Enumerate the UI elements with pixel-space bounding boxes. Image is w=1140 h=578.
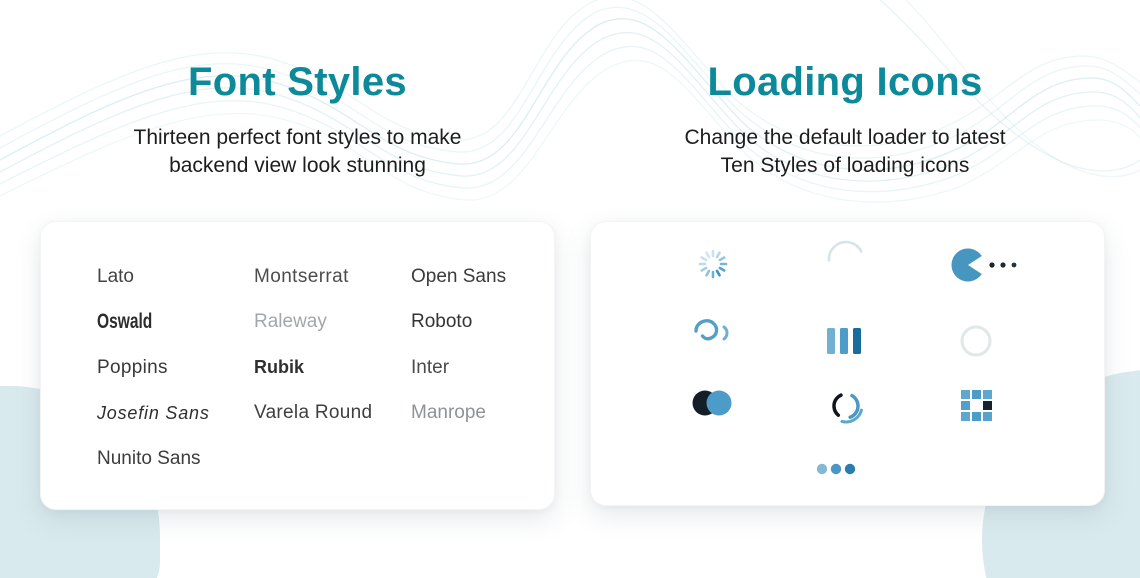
loading-icons-title: Loading Icons bbox=[707, 60, 983, 104]
font-sample-lato: Lato bbox=[97, 265, 134, 287]
overlapping-circles-loader-icon bbox=[689, 381, 737, 425]
pacman-loader-icon bbox=[950, 243, 1020, 287]
font-sample-manrope: Manrope bbox=[411, 402, 486, 424]
three-dots-loader-icon bbox=[816, 463, 856, 475]
font-sample-josefin-sans: Josefin Sans bbox=[97, 402, 210, 423]
tick-spinner-icon bbox=[691, 242, 735, 286]
font-grid bbox=[41, 222, 554, 482]
font-styles-title: Font Styles bbox=[188, 60, 407, 104]
font-sample-raleway: Raleway bbox=[254, 311, 327, 333]
font-styles-card bbox=[40, 221, 555, 510]
font-sample-poppins: Poppins bbox=[97, 356, 168, 378]
font-sample-oswald: Oswald bbox=[97, 310, 153, 334]
ring-spinner-icon bbox=[954, 319, 998, 363]
font-sample-roboto: Roboto bbox=[411, 311, 473, 333]
font-styles-subtitle bbox=[20, 124, 575, 180]
font-styles-section bbox=[20, 58, 575, 180]
font-sample-nunito-sans: Nunito Sans bbox=[97, 447, 201, 469]
font-sample-inter: Inter bbox=[411, 356, 450, 378]
dual-arc-spinner-icon bbox=[691, 315, 735, 359]
font-styles-subtitle-line2: backend view look stunning bbox=[169, 154, 426, 177]
loading-icons-section bbox=[585, 58, 1105, 180]
bars-loader-icon bbox=[822, 319, 866, 363]
arc-spinner-icon bbox=[824, 237, 868, 281]
font-sample-rubik: Rubik bbox=[254, 357, 305, 378]
font-sample-varela-round: Varela Round bbox=[254, 402, 373, 424]
loading-icons-card bbox=[590, 221, 1105, 506]
loading-icons-subtitle-line2: Ten Styles of loading icons bbox=[720, 154, 970, 177]
segment-ring-spinner-icon bbox=[824, 384, 868, 428]
font-sample-montserrat: Montserrat bbox=[254, 265, 349, 287]
font-styles-subtitle-line1: Thirteen perfect font styles to make bbox=[133, 126, 462, 149]
font-sample-open-sans: Open Sans bbox=[411, 265, 507, 287]
loading-icons-subtitle bbox=[585, 124, 1105, 180]
square-grid-loader-icon bbox=[960, 389, 993, 422]
loading-icons-subtitle-line1: Change the default loader to latest bbox=[684, 126, 1006, 149]
